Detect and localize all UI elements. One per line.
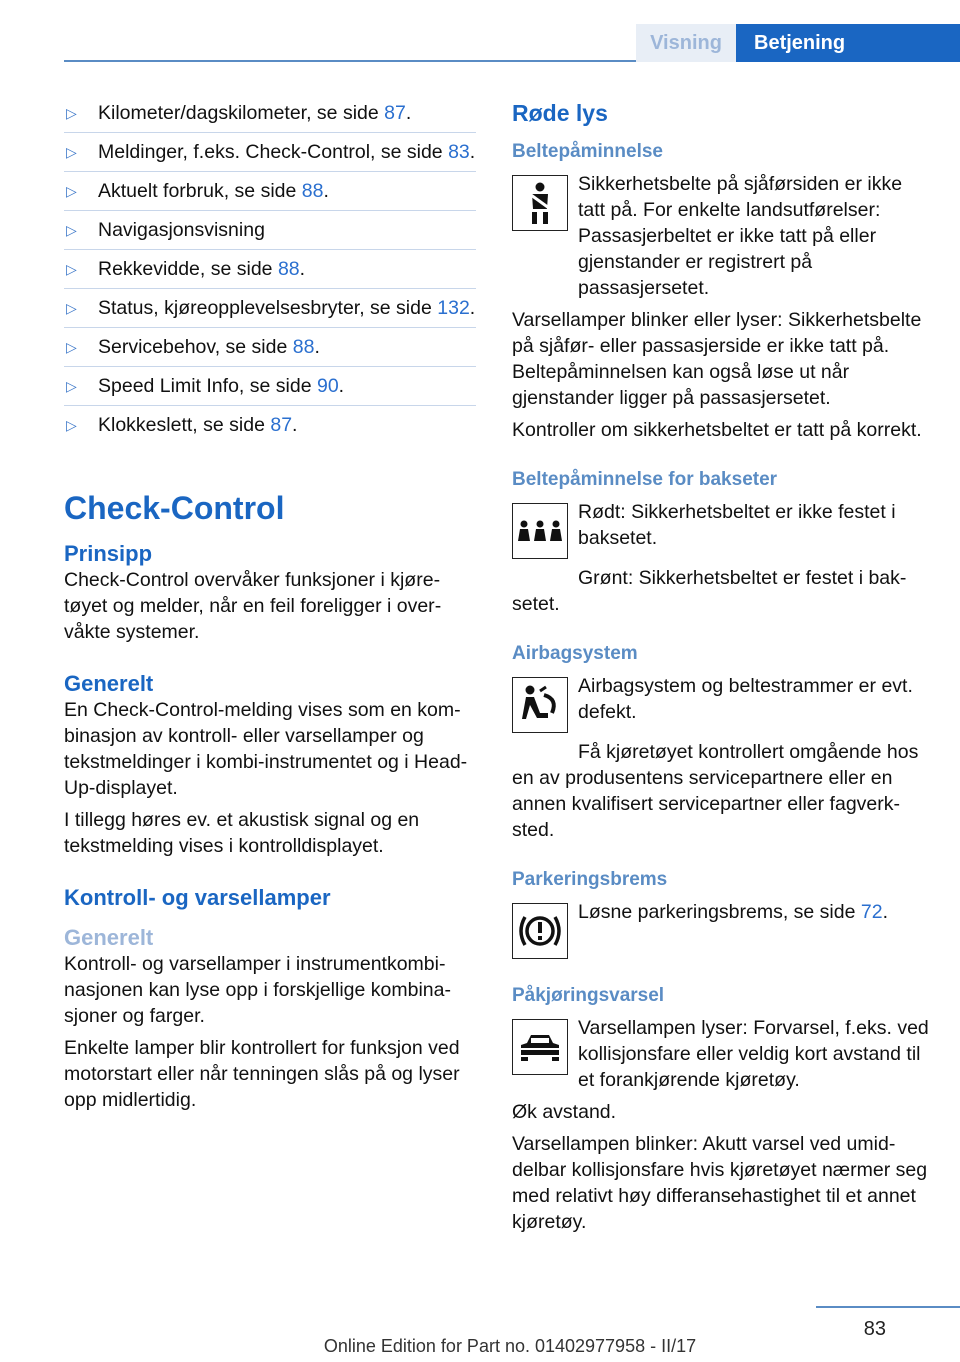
lamper-text-2: Enkelte lamper blir kontrollert for funksjon ved motorstart eller når tenningen slås på og lyser opp midlertidig. <box>64 1037 460 1111</box>
triangle-bullet-icon: ▷ <box>66 300 77 316</box>
page-ref-link[interactable]: 88 <box>292 336 315 358</box>
bak-lamp <box>512 499 932 559</box>
list-item: ▷ Aktuelt forbruk, se side 88. <box>64 178 476 211</box>
kollisjon-text-3: Varsellampen blinker: Akutt varsel ved umiddelbar kollisjonsfare hvis kjøretøyet nærmer seg med relativt høy differansehastighet til et annet kjøretøy. <box>512 1133 928 1233</box>
belte-heading: Beltepåminnelse <box>512 141 663 162</box>
prinsipp-heading: Prinsipp <box>64 541 153 566</box>
bak-text-2: Grønt: Sikkerhetsbeltet er festet i baksetet. <box>512 567 907 615</box>
left-column <box>64 100 476 1113</box>
edition-note: Online Edition for Part no. 01402977958 - II/17 <box>323 1336 697 1356</box>
triangle-bullet-icon: ▷ <box>66 144 77 160</box>
list-item: ▷ Rekkevidde, se side 88. <box>64 256 476 289</box>
generelt-text-1: En Check-Control-melding vises som en kombinasjon av kontroll- eller varsellamper og tekstmeldinger i kombi-instrumentet og i Head-Up-displayet. <box>64 699 468 799</box>
list-item: ▷ Servicebehov, se side 88. <box>64 334 476 367</box>
kollisjon-text-2: Øk avstand. <box>512 1101 617 1123</box>
page-ref-link[interactable]: 87 <box>270 414 293 436</box>
page-ref-link[interactable]: 132 <box>437 297 470 319</box>
bak-heading: Beltepåminnelse for bakseter <box>512 469 778 490</box>
generelt-heading: Generelt <box>64 671 154 696</box>
airbag-lamp <box>512 673 932 733</box>
tab-betjening[interactable]: Betjening <box>736 24 960 62</box>
list-item: ▷ Navigasjonsvisning <box>64 217 476 250</box>
parking-brake-icon <box>512 903 568 959</box>
belte-text-1: Sikkerhetsbelte på sjåførsiden er ikke tatt på. For enkelte landsutførelser: Passasjerbeltet er ikke tatt på eller gjenstander er registrert på passasjersetet. <box>578 173 903 299</box>
collision-warning-icon <box>512 1019 568 1075</box>
lamper-subheading: Generelt <box>64 925 154 950</box>
page-ref-link[interactable]: 90 <box>316 375 339 397</box>
kollisjon-heading: Påkjøringsvarsel <box>512 985 665 1006</box>
list-item: ▷ Status, kjøreopplevelsesbryter, se side 132. <box>64 295 476 328</box>
right-column <box>512 100 932 1235</box>
page-ref-link[interactable]: 83 <box>448 141 470 163</box>
kollisjon-lamp <box>512 1015 932 1093</box>
airbag-text-1: Airbagsystem og beltestrammer er evt. defekt. <box>578 675 913 723</box>
triangle-bullet-icon: ▷ <box>66 105 77 121</box>
list-item: ▷ Meldinger, f.eks. Check-Control, se side 83. <box>64 139 476 172</box>
triangle-bullet-icon: ▷ <box>66 222 77 238</box>
triangle-bullet-icon: ▷ <box>66 183 77 199</box>
footer-rule <box>816 1306 960 1308</box>
page-ref-link[interactable]: 72 <box>860 901 883 923</box>
lamper-heading: Kontroll- og varsellamper <box>64 885 331 910</box>
list-item: ▷ Klokkeslett, se side 87. <box>66 414 298 436</box>
triangle-bullet-icon: ▷ <box>66 417 77 433</box>
display-list <box>64 100 476 444</box>
kollisjon-text-1: Varsellampen lyser: Forvarsel, f.eks. ved kollisjonsfare eller veldig kort avstand til et forankjørende kjøretøy. <box>578 1017 929 1091</box>
belte-text-3: Kontroller om sikkerhetsbeltet er tatt på korrekt. <box>512 419 922 441</box>
red-lights-title: Røde lys <box>512 100 608 126</box>
section-title: Check-Control <box>64 490 285 526</box>
belte-lamp <box>512 171 932 301</box>
brems-heading: Parkeringsbrems <box>512 869 668 890</box>
list-item: ▷ Kilometer/dagskilometer, se side 87. <box>64 100 476 133</box>
page-ref-link[interactable]: 87 <box>384 102 406 124</box>
page-ref-link[interactable]: 88 <box>277 258 300 280</box>
tab-visning[interactable]: Visning <box>636 24 736 62</box>
triangle-bullet-icon: ▷ <box>66 261 77 277</box>
lamper-text-1: Kontroll- og varsellamper i instrumentkombinasjonen kan lyse opp i forskjellige kombinasjoner og farger. <box>64 953 451 1027</box>
airbag-text-2: Få kjøretøyet kontrollert omgående hos en av produsentens servicepartnere eller en annen kvalifisert servicepartner eller fagverksted. <box>512 741 919 841</box>
generelt-text-2: I tillegg høres ev. et akustisk signal og en tekstmelding vises i kontrolldisplayet. <box>64 809 420 857</box>
seatbelt-icon <box>512 175 568 231</box>
brems-text: Løsne parkeringsbrems, se side 72. <box>578 901 888 923</box>
page-ref-link[interactable]: 88 <box>301 180 324 202</box>
airbag-heading: Airbagsystem <box>512 643 638 664</box>
belte-text-2: Varsellamper blinker eller lyser: Sikkerhetsbelte på sjåfør- eller passasjerside er ikke tatt på. Beltepåminnelsen kan også løse ut når gjenstander ligger på passasjersetet. <box>512 309 922 409</box>
triangle-bullet-icon: ▷ <box>66 378 77 394</box>
brems-lamp <box>512 899 932 959</box>
list-item: ▷ Speed Limit Info, se side 90. <box>64 373 476 406</box>
rear-seatbelt-icon <box>512 503 568 559</box>
airbag-icon <box>512 677 568 733</box>
prinsipp-text: Check-Control overvåker funksjoner i kjøretøyet og melder, når en feil foreligger i overvåkte systemer. <box>64 569 442 643</box>
triangle-bullet-icon: ▷ <box>66 339 77 355</box>
bak-text-1: Rødt: Sikkerhetsbeltet er ikke festet i baksetet. <box>578 501 896 549</box>
page-number: 83 <box>863 1318 886 1340</box>
